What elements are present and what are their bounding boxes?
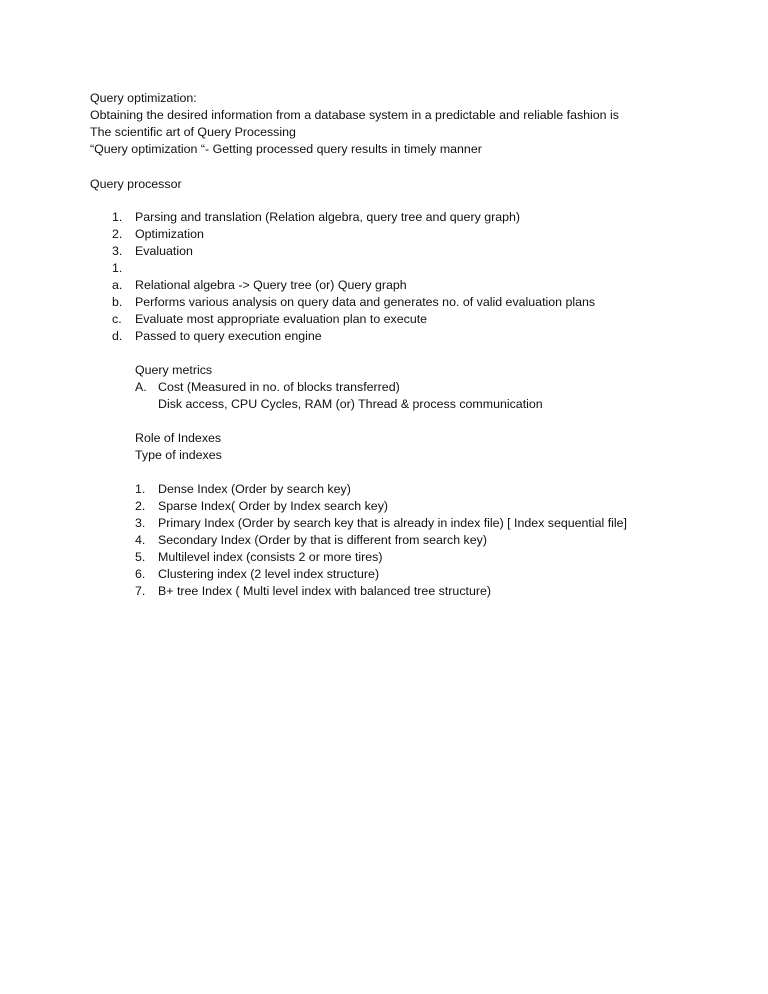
list-marker: 2. <box>112 227 123 241</box>
paragraph-line: Obtaining the desired information from a database system in a predictable and reliable fashion is <box>90 108 619 122</box>
list-marker: 5. <box>135 550 146 564</box>
list-marker: 6. <box>135 567 146 581</box>
list-marker: 1. <box>112 261 123 275</box>
list-item: Evaluation <box>135 244 193 258</box>
list-marker: 1. <box>135 482 146 496</box>
list-marker: 3. <box>135 516 146 530</box>
list-marker: 7. <box>135 584 146 598</box>
list-marker: 3. <box>112 244 123 258</box>
paragraph-line: “Query optimization “- Getting processed query results in timely manner <box>90 142 482 156</box>
list-item: Performs various analysis on query data and generates no. of valid evaluation plans <box>135 295 596 309</box>
section-heading-query-metrics: Query metrics <box>135 363 213 377</box>
list-marker: 4. <box>135 533 146 547</box>
list-item: Primary Index (Order by search key that is already in index file) [ Index sequential file] <box>158 516 627 530</box>
list-marker: b. <box>112 295 123 309</box>
list-item-detail: Disk access, CPU Cycles, RAM (or) Thread & process communication <box>158 397 543 411</box>
list-marker: d. <box>112 329 123 343</box>
list-item: Multilevel index (consists 2 or more tires) <box>158 550 383 564</box>
list-item: Parsing and translation (Relation algebra, query tree and query graph) <box>135 210 521 224</box>
paragraph-line: The scientific art of Query Processing <box>90 125 296 139</box>
section-heading-query-processor: Query processor <box>90 177 182 191</box>
list-marker: 2. <box>135 499 146 513</box>
list-item: Cost (Measured in no. of blocks transferred) <box>158 380 400 394</box>
list-item: Evaluate most appropriate evaluation plan to execute <box>135 312 428 326</box>
list-item: Relational algebra -> Query tree (or) Query graph <box>135 278 407 292</box>
list-marker: 1. <box>112 210 123 224</box>
list-item: Optimization <box>135 227 204 241</box>
section-heading-query-optimization: Query optimization: <box>90 91 197 105</box>
list-item: Clustering index (2 level index structure) <box>158 567 380 581</box>
section-heading-role-of-indexes: Role of Indexes <box>135 431 222 445</box>
list-item: Secondary Index (Order by that is different from search key) <box>158 533 487 547</box>
list-item: Passed to query execution engine <box>135 329 322 343</box>
section-heading-type-of-indexes: Type of indexes <box>135 448 222 462</box>
list-item: Dense Index (Order by search key) <box>158 482 351 496</box>
list-item: B+ tree Index ( Multi level index with balanced tree structure) <box>158 584 491 598</box>
list-marker: A. <box>135 380 147 394</box>
list-marker: a. <box>112 278 123 292</box>
list-item: Sparse Index( Order by Index search key) <box>158 499 389 513</box>
list-marker: c. <box>112 312 122 326</box>
